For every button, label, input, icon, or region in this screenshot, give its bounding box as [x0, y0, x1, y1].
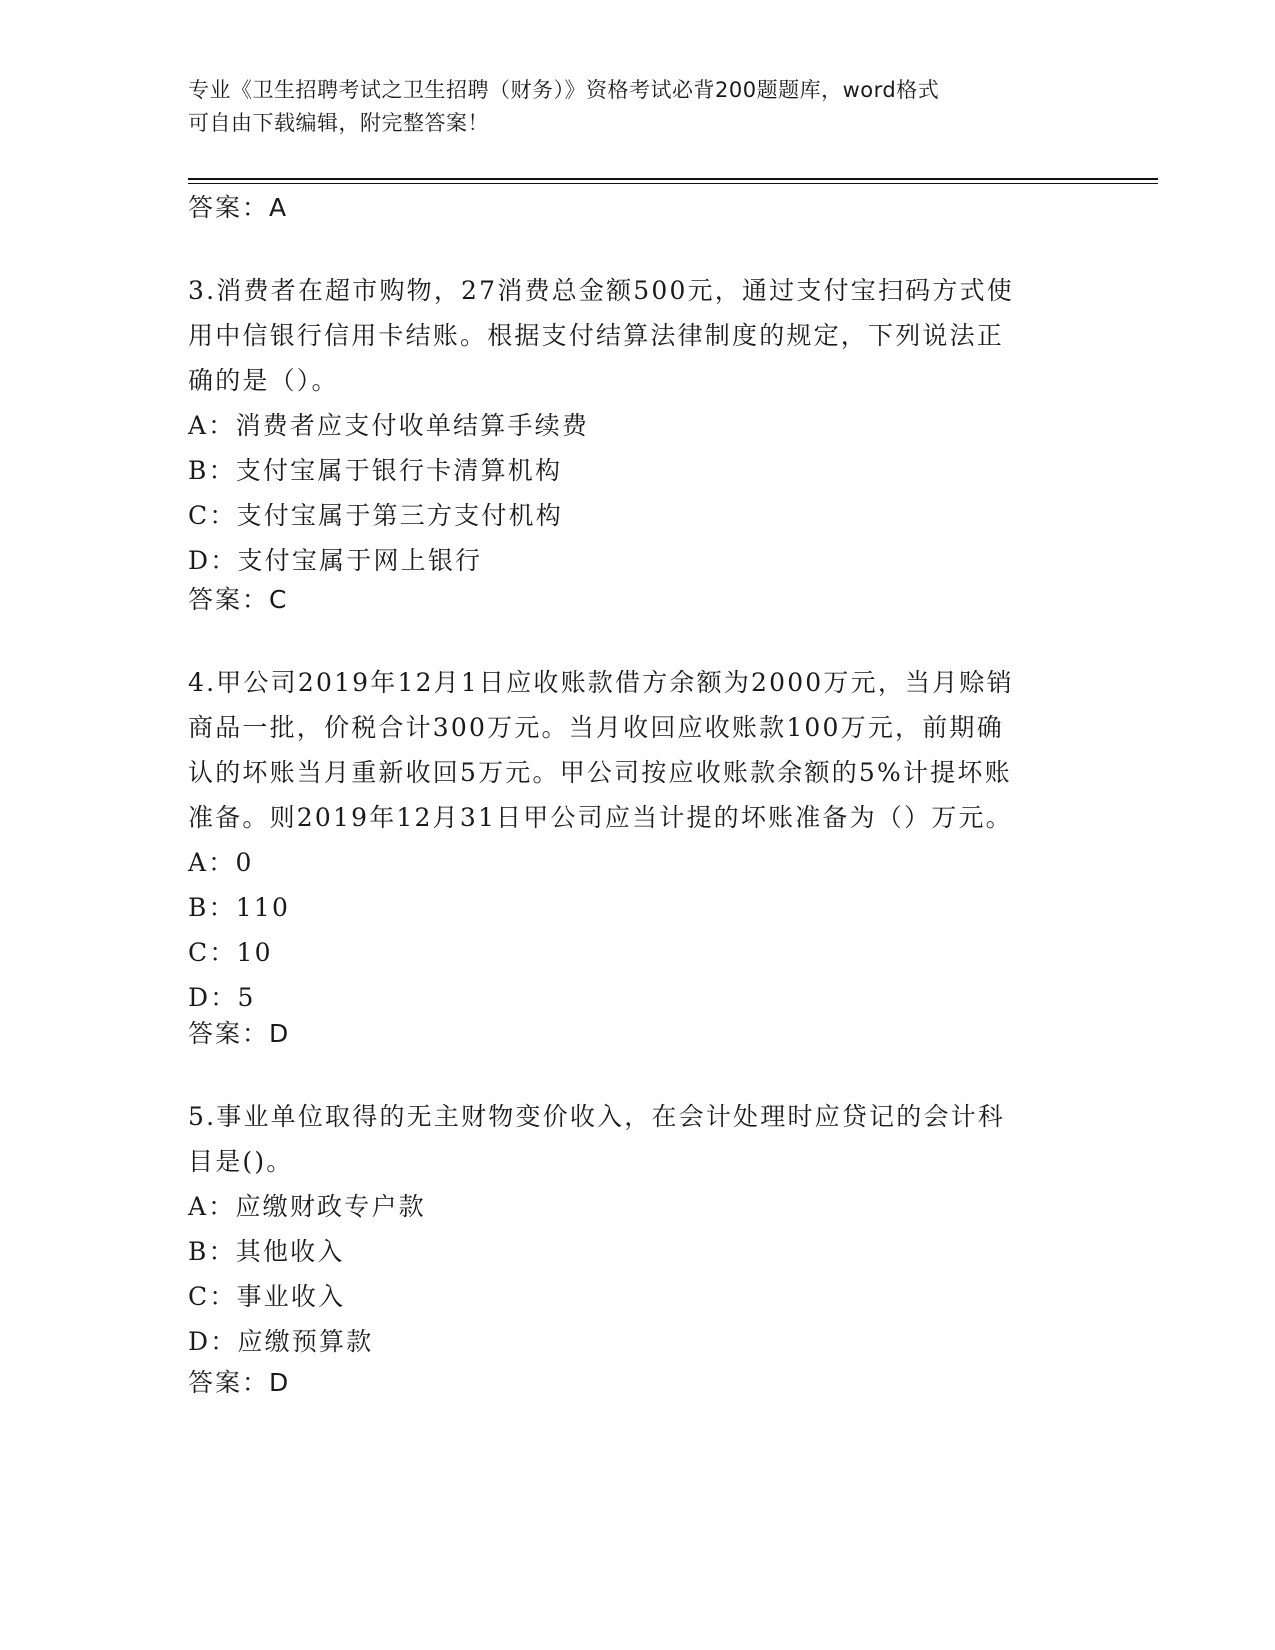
option-d: D：5	[188, 983, 256, 1012]
question-block-5	[188, 1094, 1088, 1364]
question-4-answer	[188, 1014, 290, 1050]
option-b: B：支付宝属于银行卡清算机构	[188, 456, 563, 485]
option-d: D：支付宝属于网上银行	[188, 546, 483, 575]
answer-label: 答案：C	[188, 585, 289, 614]
question-4-line-2: 商品一批，价税合计300万元。当月收回应收账款100万元，前期确	[188, 713, 1004, 742]
question-5-line-2: 目是()。	[188, 1147, 294, 1176]
previous-question-answer	[188, 188, 288, 224]
question-3-line-3: 确的是（）。	[188, 366, 339, 395]
header-divider-thin	[188, 183, 1158, 184]
question-3-answer	[188, 580, 288, 616]
option-b: B：110	[188, 893, 291, 922]
question-3-line-1: 3.消费者在超市购物，27消费总金额500元，通过支付宝扫码方式使	[188, 276, 1014, 305]
answer-label: 答案：D	[188, 1019, 291, 1048]
option-c: C：10	[188, 938, 273, 967]
question-4-line-1: 4.甲公司2019年12月1日应收账款借方余额为2000万元，当月赊销	[188, 668, 1014, 697]
question-4-line-4: 准备。则2019年12月31日甲公司应当计提的坏账准备为（）万元。	[188, 803, 1013, 832]
question-4-line-3: 认的坏账当月重新收回5万元。甲公司按应收账款余额的5%计提坏账	[188, 758, 1012, 787]
question-5-line-1: 5.事业单位取得的无主财物变价收入，在会计处理时应贷记的会计科	[188, 1102, 1006, 1131]
question-3-line-2: 用中信银行信用卡结账。根据支付结算法律制度的规定，下列说法正	[188, 321, 1005, 350]
option-d: D：应缴预算款	[188, 1327, 374, 1356]
question-block-3	[188, 268, 1088, 583]
document-header	[188, 74, 1088, 140]
option-c: C：支付宝属于第三方支付机构	[188, 501, 563, 530]
header-line-1: 专业《卫生招聘考试之卫生招聘（财务）》资格考试必背200题题库，word格式	[188, 78, 940, 102]
option-c: C：事业收入	[188, 1282, 346, 1311]
header-divider-thick	[188, 178, 1158, 180]
question-block-4	[188, 660, 1088, 1020]
question-5-answer	[188, 1363, 290, 1399]
option-a: A：应缴财政专户款	[188, 1192, 426, 1221]
answer-label: 答案：A	[188, 193, 289, 222]
option-b: B：其他收入	[188, 1237, 345, 1266]
header-line-2: 可自由下载编辑，附完整答案！	[188, 111, 489, 135]
option-a: A：消费者应支付收单结算手续费	[188, 411, 590, 440]
option-a: A：0	[188, 848, 254, 877]
answer-label: 答案：D	[188, 1368, 291, 1397]
